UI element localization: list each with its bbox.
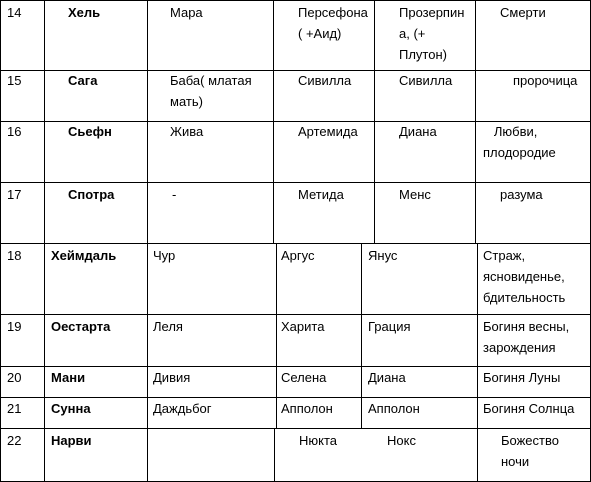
deity-name: Спотра [68, 187, 115, 202]
roman-equivalent: Прозерпин а, (+ Плутон) [399, 5, 465, 62]
roman-equivalent: Апполон [368, 401, 420, 416]
deity-name: Оестарта [51, 319, 111, 334]
slavic-equivalent: Жива [170, 124, 204, 139]
slavic-equivalent: Мара [170, 5, 203, 20]
domain: Богиня Солнца [483, 401, 575, 416]
domain: Любви, плодородие [483, 124, 556, 160]
slavic-equivalent: Баба( млатая мать) [170, 73, 252, 109]
row-number: 17 [7, 187, 22, 202]
greek-equivalent: Апполон [281, 401, 333, 416]
greek-equivalent: Аргус [281, 248, 315, 263]
domain: Божество ночи [501, 433, 559, 469]
greek-equivalent: Харита [281, 319, 325, 334]
slavic-equivalent: Даждьбог [153, 401, 212, 416]
greek-equivalent: Метида [298, 187, 344, 202]
deity-name: Сьефн [68, 124, 112, 139]
slavic-equivalent: Чур [153, 248, 176, 263]
greek-equivalent: Артемида [298, 124, 358, 139]
greek-equivalent: Персефона ( +Аид) [298, 5, 368, 41]
slavic-equivalent: Леля [153, 319, 183, 334]
row-number: 22 [7, 433, 22, 448]
greek-equivalent: Сивилла [298, 73, 352, 88]
row-number: 18 [7, 248, 22, 263]
row-number: 19 [7, 319, 22, 334]
greek-equivalent: Селена [281, 370, 327, 385]
domain: Богиня Луны [483, 370, 561, 385]
roman-equivalent: Грация [368, 319, 411, 334]
domain: Богиня весны, зарождения [483, 319, 570, 355]
deity-name: Сага [68, 73, 98, 88]
domain: Страж, ясновиденье, бдительность [483, 248, 566, 305]
slavic-equivalent: Дивия [153, 370, 191, 385]
deity-name: Мани [51, 370, 86, 385]
roman-equivalent: Менс [399, 187, 431, 202]
roman-equivalent: Диана [399, 124, 437, 139]
domain: пророчица [513, 73, 578, 88]
row-number: 20 [7, 370, 22, 385]
slavic-equivalent: - [172, 187, 177, 202]
deity-name: Сунна [51, 401, 91, 416]
deity-name: Хеймдаль [51, 248, 117, 263]
greek-equivalent: Нюкта [299, 433, 338, 448]
domain: разума [500, 187, 543, 202]
roman-equivalent: Диана [368, 370, 406, 385]
deity-name: Хель [68, 5, 101, 20]
row-number: 14 [7, 5, 22, 20]
roman-equivalent: Янус [368, 248, 398, 263]
deity-name: Нарви [51, 433, 92, 448]
roman-equivalent: Сивилла [399, 73, 453, 88]
domain: Смерти [500, 5, 546, 20]
row-number: 16 [7, 124, 22, 139]
row-number: 21 [7, 401, 22, 416]
row-number: 15 [7, 73, 22, 88]
roman-equivalent: Нокс [387, 433, 416, 448]
